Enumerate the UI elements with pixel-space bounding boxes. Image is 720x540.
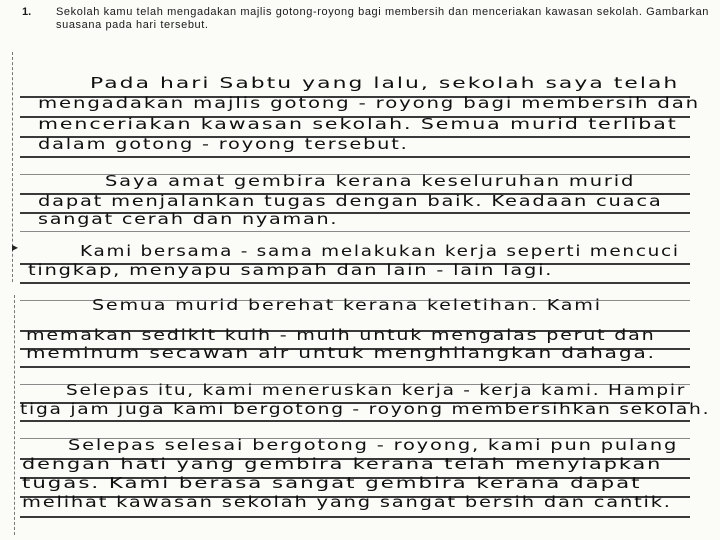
answer-line-2: mengadakan majlis gotong - royong bagi membersih dan [38, 94, 700, 112]
answer-line-3: menceriakan kawasan sekolah. Semua murid terlibat [38, 115, 678, 133]
answer-line-5: Saya amat gembira kerana keseluruhan murid [105, 172, 636, 190]
ruled-line [20, 282, 690, 284]
answer-line-15: Selepas selesai bergotong - royong, kami pun pulang [68, 436, 679, 454]
answer-line-16: dengan hati yang gembira kerana telah menyiapkan [22, 455, 663, 473]
answer-line-1: Pada hari Sabtu yang lalu, sekolah saya telah [90, 74, 680, 92]
answer-line-14: tiga jam juga kami bergotong - royong membersihkan sekolah. [20, 400, 711, 418]
answer-line-9: tingkap, menyapu sampah dan lain - lain lagi. [28, 261, 554, 279]
answer-line-10: Semua murid berehat kerana keletihan. Kami [92, 296, 602, 314]
ruled-line [20, 231, 690, 232]
answer-line-8: Kami bersama - sama melakukan kerja seperti mencuci [80, 242, 680, 260]
answer-line-11: memakan sedikit kuih - muih untuk mengalas perut dan [26, 326, 656, 344]
ruled-line [20, 366, 690, 368]
question-text: Sekolah kamu telah mengadakan majlis gotong-royong bagi membersih dan menceriakan kawasan sekolah. Gambarkan suasana pada hari tersebut. [56, 6, 710, 31]
ruled-line [20, 516, 690, 518]
answer-line-6: dapat menjalankan tugas dengan baik. Keadaan cuaca [38, 192, 663, 210]
margin-line-bottom [14, 295, 15, 535]
ruled-line [20, 156, 690, 158]
answer-line-7: sangat cerah dan nyaman. [38, 210, 339, 228]
answer-line-13: Selepas itu, kami meneruskan kerja - kerja kami. Hampir [66, 381, 687, 399]
answer-line-17: tugas. Kami berasa sangat gembira kerana dapat [22, 474, 642, 492]
ruled-line [20, 420, 690, 422]
bullet-mark: ▸ [12, 240, 19, 254]
answer-line-12: meminum secawan air untuk menghilangkan dahaga. [26, 344, 656, 362]
answer-line-18: melihat kawasan sekolah yang sangat bersih dan cantik. [22, 493, 672, 511]
question-number: 1. [22, 6, 32, 18]
answer-line-4: dalam gotong - royong tersebut. [38, 135, 409, 153]
